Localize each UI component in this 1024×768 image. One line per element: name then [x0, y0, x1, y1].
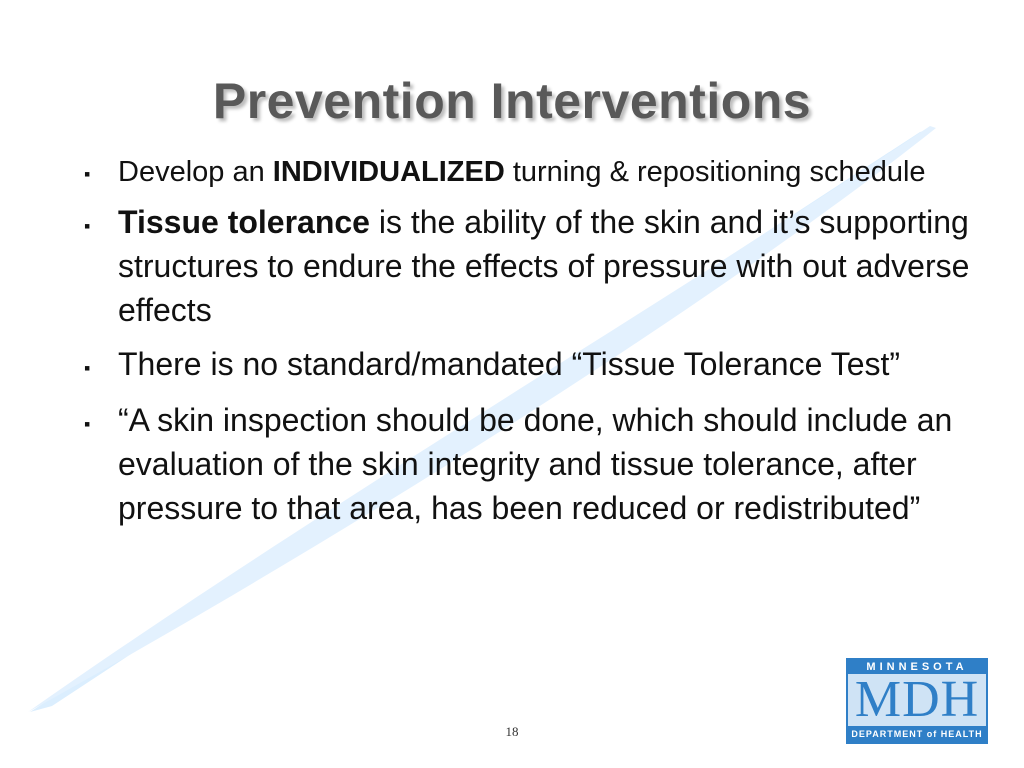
logo-department-text: DEPARTMENT of HEALTH: [851, 729, 983, 739]
bullet-text: There is no standard/mandated “Tissue Tolerance Test”: [118, 346, 901, 382]
bullet-text: is the ability of the skin and it’s supporting structures to endure the effects of pressure with out adverse effects: [118, 204, 970, 328]
bullet-list: [80, 152, 980, 538]
bullet-item-skin-inspection-quote: [80, 398, 980, 530]
bullet-bold-text: INDIVIDUALIZED: [272, 156, 505, 188]
bullet-square-icon: ▪: [84, 414, 91, 434]
bullet-text: “A skin inspection should be done, which should include an evaluation of the skin integrity and tissue tolerance, after pressure to that area, has been reduced or redistributed”: [118, 402, 953, 526]
slide-title: Prevention Interventions: [212, 73, 812, 129]
bullet-text: Develop an: [118, 156, 273, 188]
bullet-item-no-standard-test: [80, 342, 980, 386]
bullet-square-icon: ▪: [84, 216, 91, 236]
bullet-text: turning & repositioning schedule: [504, 156, 926, 188]
bullet-item-individualized-schedule: [80, 152, 980, 192]
bullet-bold-text: Tissue tolerance: [118, 204, 370, 240]
logo-state-text: MINNESOTA: [866, 661, 968, 673]
logo-mdh-text: MDH: [848, 674, 986, 726]
page-number: 18: [505, 724, 519, 739]
bullet-square-icon: ▪: [84, 358, 91, 378]
bullet-square-icon: ▪: [84, 164, 91, 184]
bullet-item-tissue-tolerance: [80, 200, 980, 332]
